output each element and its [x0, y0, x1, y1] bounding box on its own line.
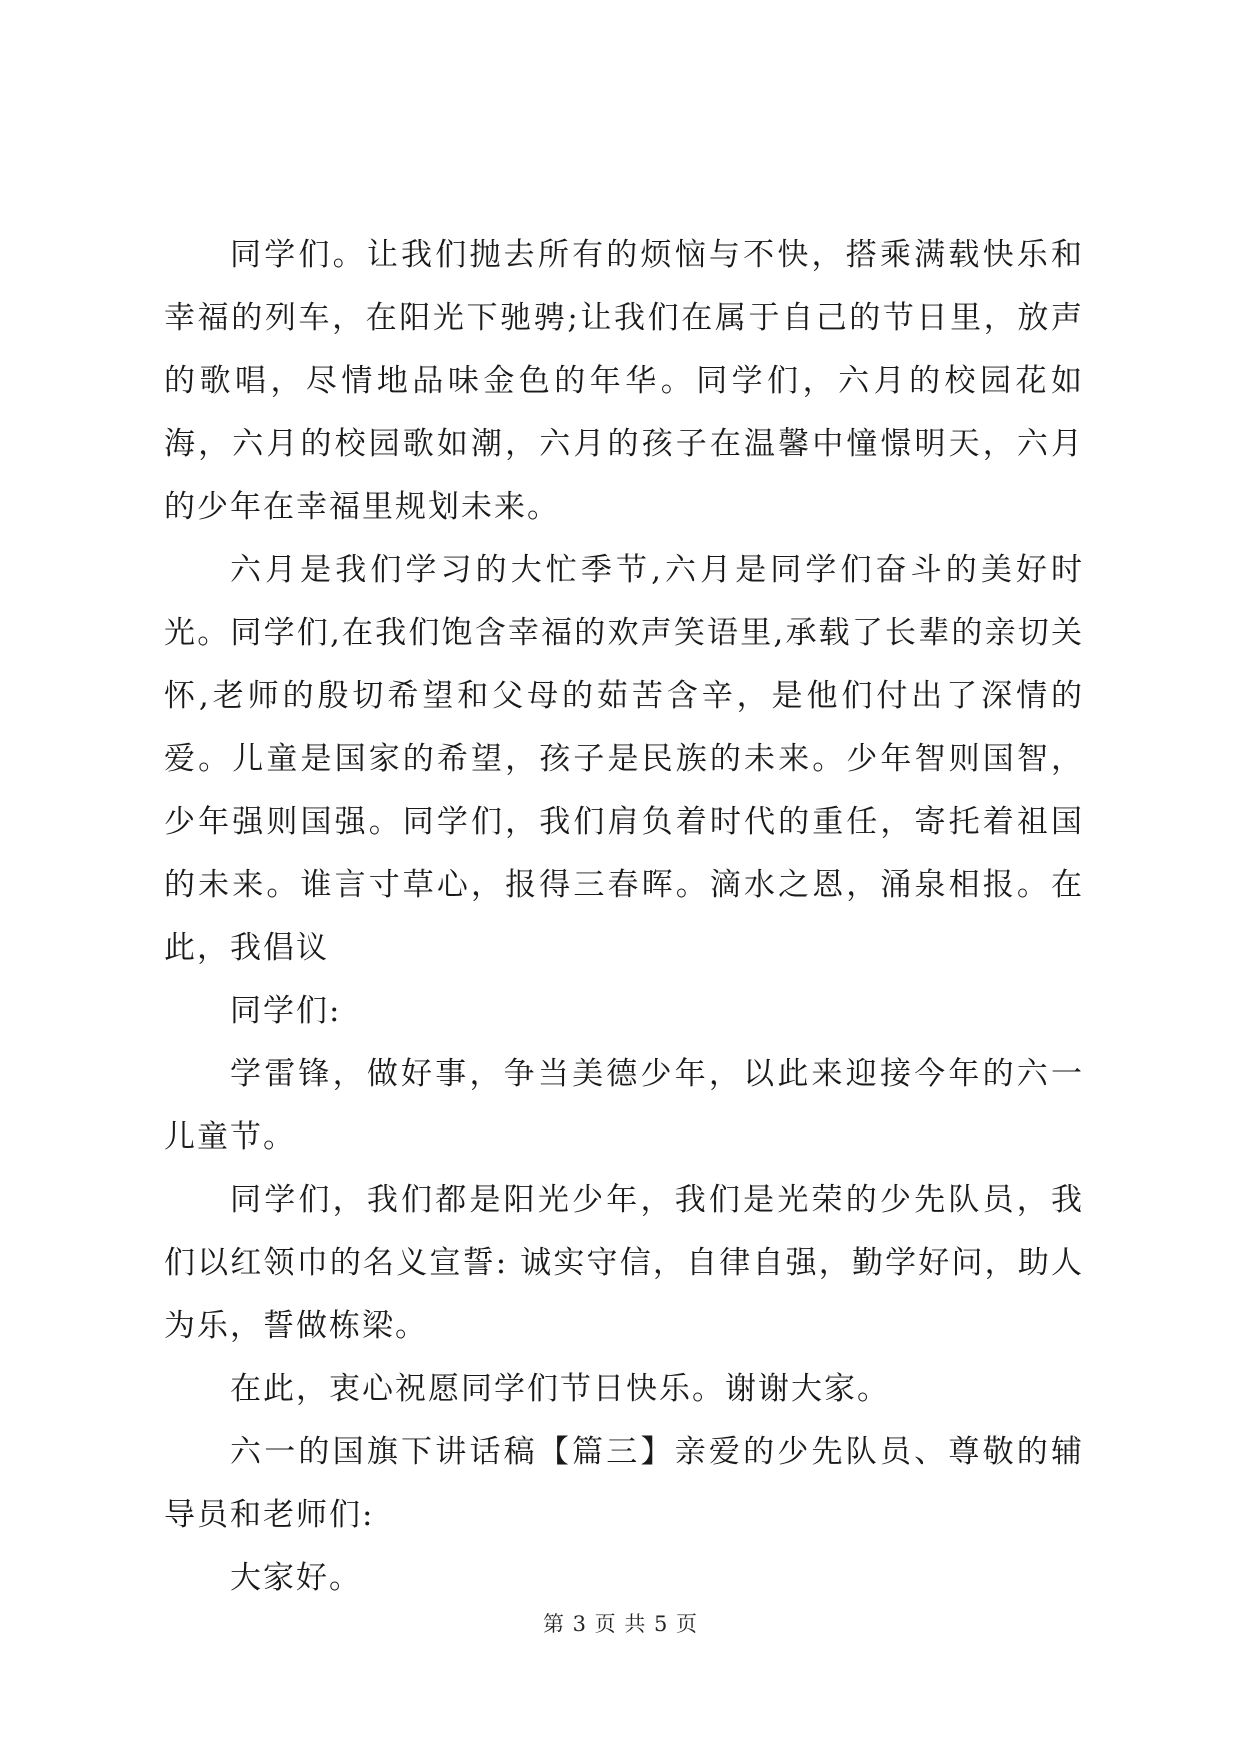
page-number-footer: 第 3 页 共 5 页: [542, 1612, 699, 1636]
paragraph-6: 在此，衷心祝愿同学们节日快乐。谢谢大家。: [230, 1371, 890, 1407]
paragraph-3: 同学们:: [230, 993, 342, 1029]
paragraph-8: 大家好。: [230, 1560, 362, 1596]
paragraph-1: 同学们。让我们抛去所有的烦恼与不快，搭乘满载快乐和幸福的列车，在阳光下驰骋;让我们在属于自己的节日里，放声的歌唱，尽情地品味金色的年华。同学们，六月的校园花如海，六月的校园歌如潮，六月的孩子在温馨中憧憬明天，六月的少年在幸福里规划未来。: [164, 237, 1084, 525]
paragraph-7: 六一的国旗下讲话稿【篇三】亲爱的少先队员、尊敬的辅导员和老师们:: [164, 1434, 1084, 1533]
document-body: [164, 224, 1084, 1610]
paragraph-4: 学雷锋，做好事，争当美德少年，以此来迎接今年的六一儿童节。: [164, 1056, 1084, 1155]
paragraph-5: 同学们，我们都是阳光少年，我们是光荣的少先队员，我们以红领巾的名义宣誓: 诚实守信，自律自强，勤学好问，助人为乐，誓做栋梁。: [164, 1182, 1084, 1344]
paragraph-2: 六月是我们学习的大忙季节,六月是同学们奋斗的美好时光。同学们,在我们饱含幸福的欢声笑语里,承载了长辈的亲切关怀,老师的殷切希望和父母的茹苦含辛，是他们付出了深情的爱。儿童是国家的希望，孩子是民族的未来。少年智则国智，少年强则国强。同学们，我们肩负着时代的重任，寄托着祖国的未来。谁言寸草心，报得三春晖。滴水之恩，涌泉相报。在此，我倡议: [164, 552, 1084, 966]
